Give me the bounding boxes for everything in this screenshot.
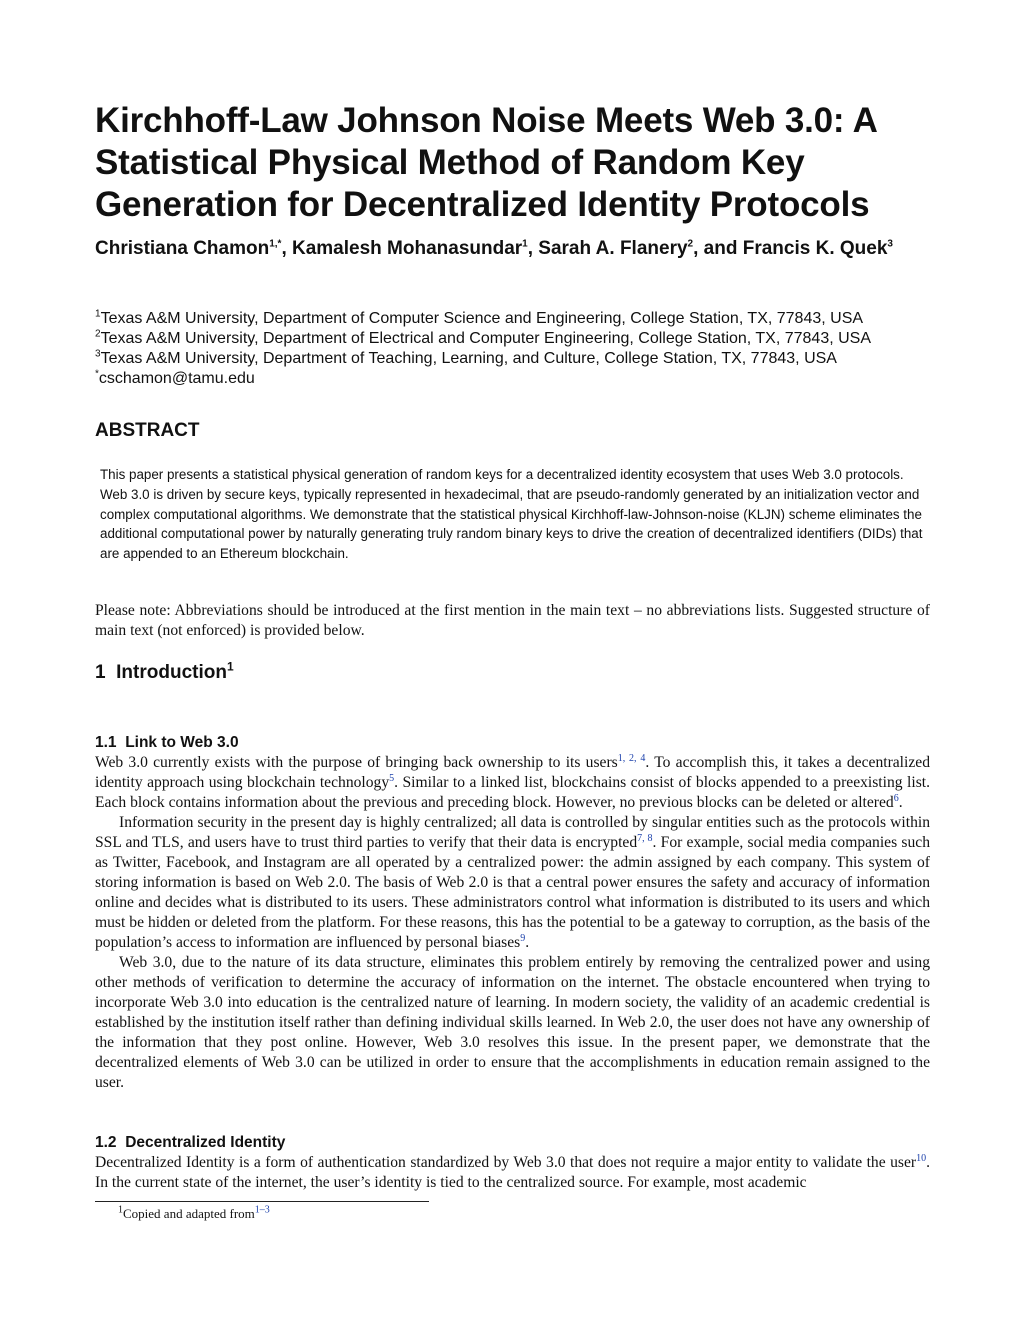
affiliation: $^1$Texas A&M University, Department of Computer Science and Engineering, College Station, TX, 77843, USA [95, 308, 864, 327]
author-name: Sarah A. Flanery [538, 238, 688, 259]
footnote: $^1$Copied and adapted from$^{1-3}$ [118, 1204, 270, 1221]
paper-title: Kirchhoff-Law Johnson Noise Meets Web 3.0: A Statistical Physical Method of Random Key Generation for Decentralized Identity Protocols [95, 101, 877, 224]
section-heading-introduction: 1 Introduction$^1$ [95, 659, 234, 683]
author-affil-mark: 2 [687, 238, 694, 250]
author-affil-mark: 1,* [269, 238, 282, 250]
affiliation-list [95, 309, 930, 389]
citation-link[interactable]: 9 [520, 932, 526, 944]
citation-link[interactable]: 1, 2, 4 [617, 752, 646, 764]
author-name: Kamalesh Mohanasundar [292, 238, 523, 259]
paragraph: Web 3.0 currently exists with the purpose of bringing back ownership to its users$^{1, 2, 4}$. To accomplish this, it takes a decentralized identity approach using blockchain technology$^5$. Similar to a linked list, blockchains consist of blocks appended to a preexisting list. Each block contains information about the previous and preceding block. However, no previous blocks can be deleted or altered$^6$. [95, 752, 930, 811]
author-affil-mark: 3 [887, 238, 893, 250]
citation-link[interactable]: 1–3 [254, 1204, 270, 1216]
section-1-1 [95, 733, 930, 1093]
footnote-divider [95, 1201, 429, 1202]
editorial-note: Please note: Abbreviations should be introduced at the first mention in the main text – no abbreviations lists. Suggested structure of main text (not enforced) is provided below. [95, 602, 930, 639]
paragraph: Decentralized Identity is a form of authentication standardized by Web 3.0 that does not require a major entity to validate the user$^{10}$. In the current state of the internet, the user’s identity is tied to the centralized source. For example, most academic [95, 1152, 930, 1191]
citation-link[interactable]: 6 [893, 792, 899, 804]
author-affil-mark: 1 [522, 238, 528, 250]
corresponding-email: *cschamon@tamu.edu [95, 368, 255, 387]
author-list: Christiana Chamon$^{1,*}$, Kamalesh Mohanasundar$^1$, Sarah A. Flanery$^2$, and Francis K. Quek$^3$ [95, 238, 893, 259]
citation-link[interactable]: 5 [389, 772, 395, 784]
abstract-heading: ABSTRACT [95, 420, 200, 441]
footnote-mark: 1 [226, 659, 234, 674]
citation-link[interactable]: 7, 8 [637, 832, 653, 844]
affiliation: $^3$Texas A&M University, Department of Teaching, Learning, and Culture, College Station, TX, 77843, USA [95, 348, 837, 367]
subsection-heading: 1.2 Decentralized Identity [95, 1134, 286, 1151]
abstract-text: This paper presents a statistical physical generation of random keys for a decentralized identity ecosystem that uses Web 3.0 protocols. Web 3.0 is driven by secure keys, typically represented in hexadecimal, that are pseudo-randomly generated by an initialization vector and complex computational algorithms. We demonstrate that the statistical physical Kirchhoff-law-Johnson-noise (KLJN) scheme eliminates the additional computational power by naturally generating truly random binary keys to drive the creation of decentralized identifiers (DIDs) that are appended to an Ethereum blockchain. [100, 467, 923, 562]
affiliation: $^2$Texas A&M University, Department of Electrical and Computer Engineering, College Station, TX, 77843, USA [95, 328, 872, 347]
section-1-2 [95, 1133, 930, 1193]
author-name: Francis K. Quek [742, 238, 888, 259]
citation-link[interactable]: 10 [916, 1152, 927, 1164]
subsection-heading: 1.1 Link to Web 3.0 [95, 734, 239, 751]
paragraph: Information security in the present day is highly centralized; all data is controlled by singular entities such as the protocols within SSL and TLS, and users have to trust third parties to verify that their data is encrypted$^{7, 8}$. For example, social media companies such as Twitter, Facebook, and Instagram are all operated by a centralized power: the admin assigned by each company. This system of storing information is based on Web 2.0. The basis of Web 2.0 is that a central power ensures the safety and accuracy of information online and decides what is distributed to its users. These administrators control what information is distributed to its users and which must be hidden or deleted from the platform. For these reasons, this has the potential to be a gateway to corruption, as the basis of the population’s access to information are influenced by personal biases$^9$. [95, 814, 931, 951]
paragraph: Web 3.0, due to the nature of its data structure, eliminates this problem entirely by removing the centralized power and using other methods of verification to determine the accuracy of information on the internet. The obstacle encountered when trying to incorporate Web 3.0 into education is the centralized nature of learning. In modern society, the validity of an academic credential is established by the institution itself rather than defining individual skills learned. In Web 2.0, the user does not have any ownership of the information that they post online. However, Web 3.0 resolves this issue. In the present paper, we demonstrate that the decentralized elements of Web 3.0 can be utilized in order to ensure that the accomplishments in education remain assigned to the user. [95, 954, 930, 1091]
author-name: Christiana Chamon [95, 238, 270, 259]
